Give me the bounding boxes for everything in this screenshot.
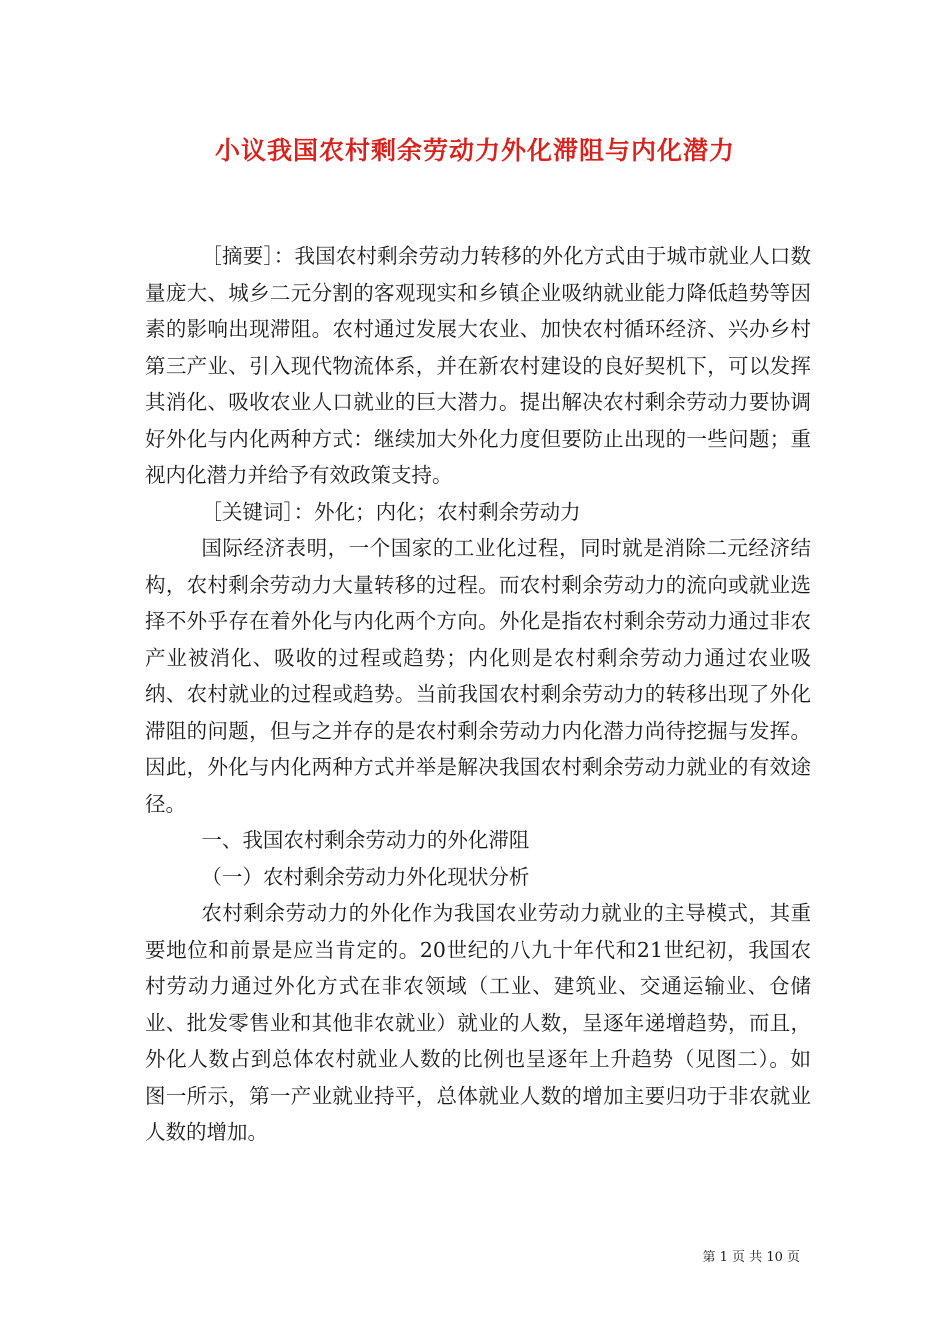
document-body: [145, 238, 811, 1151]
subsection-heading: （一）农村剩余劳动力外化现状分析: [201, 864, 530, 889]
intro-paragraph: 国际经济表明，一个国家的工业化过程，同时就是消除二元经济结构，农村剩余劳动力大量转移的过程。而农村剩余劳动力的流向或就业选择不外乎存在着外化与内化两个方向。外化是指农村剩余劳动力通过非农产业被消化、吸收的过程或趋势；内化则是农村剩余劳动力通过农业吸纳、农村就业的过程或趋势。当前我国农村剩余劳动力的转移出现了外化滞阻的问题，但与之并存的是农村剩余劳动力内化潜力尚待挖掘与发挥。因此，外化与内化两种方式并举是解决我国农村剩余劳动力就业的有效途径。: [145, 536, 811, 816]
keywords-paragraph: ［关键词］：外化；内化；农村剩余劳动力: [201, 499, 581, 524]
section-heading: 一、我国农村剩余劳动力的外化滞阻: [201, 828, 530, 852]
document-title: 小议我国农村剩余劳动力外化滞阻与内化潜力: [214, 136, 735, 165]
abstract-paragraph: ［摘要］：我国农村剩余劳动力转移的外化方式由于城市就业人口数量庞大、城乡二元分割的客观现实和乡镇企业吸纳就业能力降低趋势等因素的影响出现滞阻。农村通过发展大农业、加快农村循环经济、兴办乡村第三产业、引入现代物流体系，并在新农村建设的良好契机下，可以发挥其消化、吸收农业人口就业的巨大潜力。提出解决农村剩余劳动力要协调好外化与内化两种方式：继续加大外化力度但要防止出现的一些问题；重视内化潜力并给予有效政策支持。: [145, 244, 811, 487]
body-paragraph: 农村剩余劳动力的外化作为我国农业劳动力就业的主导模式，其重要地位和前景是应当肯定的。20世纪的八九十年代和21世纪初，我国农村劳动力通过外化方式在非农领域（工业、建筑业、交通运输业、仓储业、批发零售业和其他非农就业）就业的人数，呈逐年递增趋势，而且，外化人数占到总体农村就业人数的比例也呈逐年上升趋势（见图二）。如图一所示，第一产业就业持平，总体就业人数的增加主要归功于非农就业人数的增加。: [145, 901, 811, 1144]
page-number: 第 1 页 共 10 页: [702, 1250, 800, 1265]
